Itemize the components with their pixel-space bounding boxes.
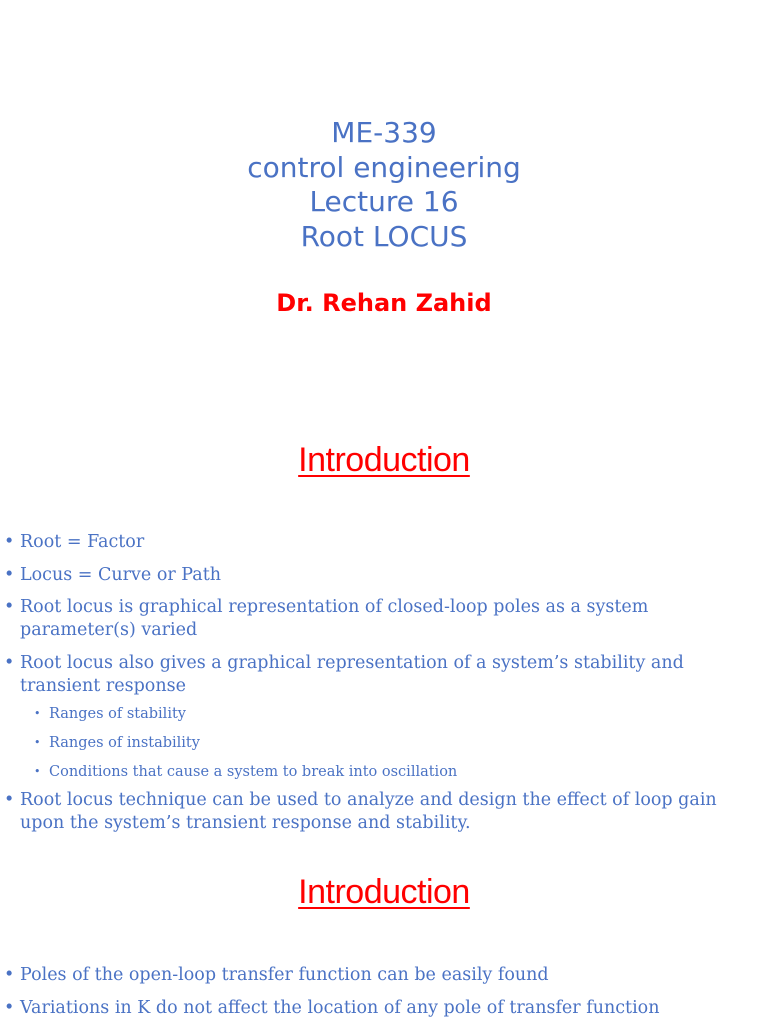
lecture-number: Lecture 16	[309, 185, 459, 218]
sub-list-item	[0, 762, 768, 782]
bullet-icon: •	[4, 532, 15, 552]
sub-list-item	[0, 704, 768, 724]
list-item	[0, 789, 768, 835]
list-item	[0, 531, 768, 554]
list-item	[0, 596, 768, 642]
bullet-text: Root = Factor	[20, 532, 145, 552]
bullet-icon: •	[4, 597, 15, 617]
section-heading: Introduction	[298, 873, 470, 911]
bullet-icon: •	[4, 652, 15, 673]
bullet-text: Variations in K do not affect the location of any pole of transfer function	[20, 997, 660, 1018]
bullet-text: Ranges of instability	[49, 734, 200, 751]
lecture-topic: Root LOCUS	[300, 219, 468, 253]
sub-list-item	[0, 733, 768, 753]
bullet-icon: •	[34, 764, 41, 778]
bullet-text: Locus = Curve or Path	[20, 564, 222, 585]
bullet-text: Root locus is graphical representation of closed-loop poles as a system parameter(s) varied	[20, 597, 649, 640]
bullet-text: Conditions that cause a system to break into oscillation	[49, 763, 458, 780]
course-name: control engineering	[247, 150, 521, 184]
lecture-title	[0, 116, 768, 254]
bullet-list	[0, 531, 768, 844]
author-name: Dr. Rehan Zahid	[276, 289, 492, 317]
bullet-text: Poles of the open-loop transfer function can be easily found	[20, 965, 549, 985]
bullet-icon: •	[4, 789, 15, 810]
bullet-icon: •	[4, 997, 15, 1018]
bullet-icon: •	[4, 965, 15, 985]
section-heading: Introduction	[298, 441, 470, 479]
list-item	[0, 564, 768, 587]
bullet-icon: •	[4, 564, 15, 585]
list-item	[0, 652, 768, 698]
bullet-icon: •	[34, 735, 41, 749]
list-item	[0, 964, 768, 987]
bullet-icon: •	[34, 706, 41, 720]
bullet-text: Root locus also gives a graphical representation of a system’s stability and transient response	[20, 652, 684, 696]
list-item	[0, 997, 768, 1020]
bullet-text: Root locus technique can be used to analyze and design the effect of loop gain upon the system’s transient response and stability.	[20, 789, 717, 833]
bullet-list	[0, 964, 768, 1029]
bullet-text: Ranges of stability	[49, 705, 186, 722]
course-code: ME-339	[331, 116, 437, 149]
